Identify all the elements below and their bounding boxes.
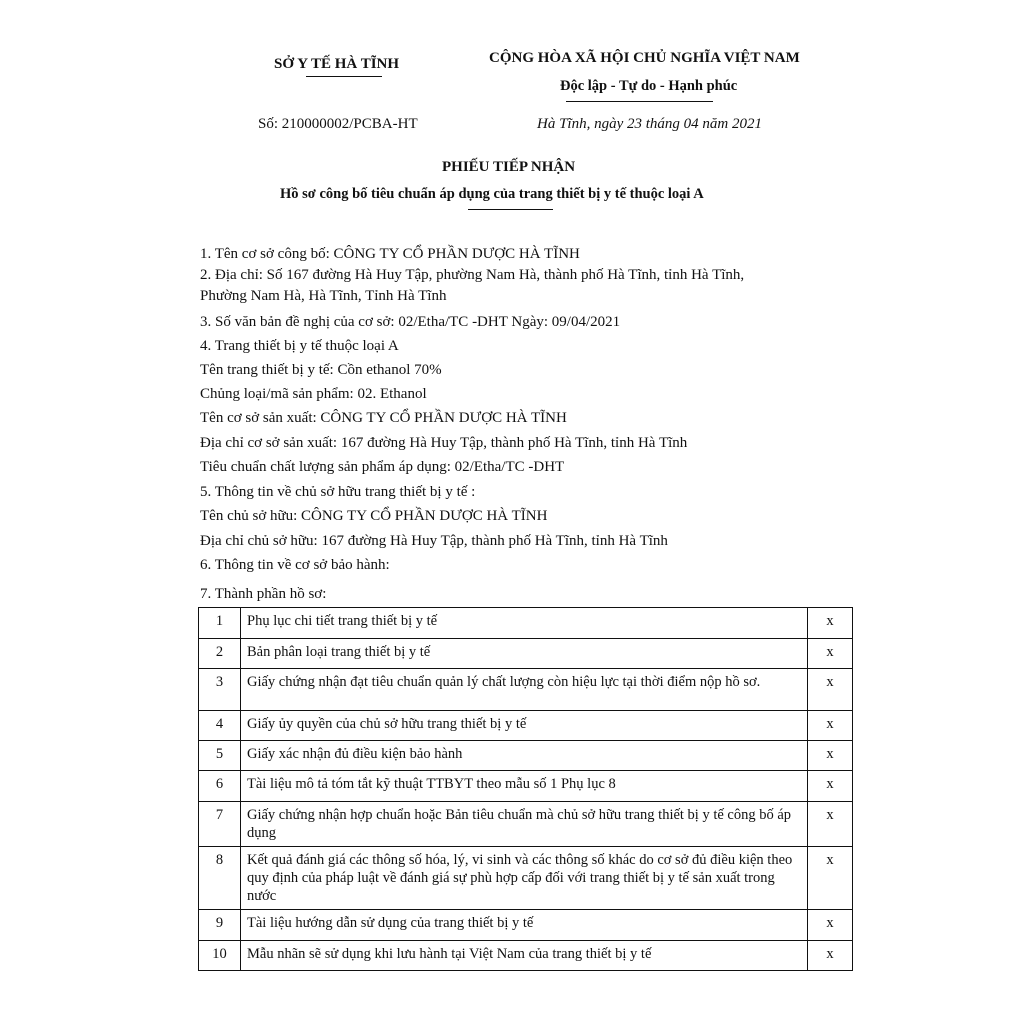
row-number: 10 xyxy=(199,941,241,971)
owner-address: Địa chỉ chủ sở hữu: 167 đường Hà Huy Tập, thành phố Hà Tĩnh, tỉnh Hà Tĩnh xyxy=(200,533,668,549)
check-mark: x xyxy=(808,711,853,741)
declarant-address-cont: Phường Nam Hà, Hà Tĩnh, Tỉnh Hà Tĩnh xyxy=(200,288,447,304)
row-number: 7 xyxy=(199,802,241,847)
product-code: Chủng loại/mã sản phẩm: 02. Ethanol xyxy=(200,386,427,402)
check-mark: x xyxy=(808,910,853,941)
document-name: Bản phân loại trang thiết bị y tế xyxy=(241,639,808,669)
subtitle-underline xyxy=(468,209,553,210)
table-row xyxy=(199,771,853,802)
country-name: CỘNG HÒA XÃ HỘI CHỦ NGHĨA VIỆT NAM xyxy=(489,50,800,66)
device-class: 4. Trang thiết bị y tế thuộc loại A xyxy=(200,338,399,354)
request-document: 3. Số văn bản đề nghị của cơ sở: 02/Etha/TC -DHT Ngày: 09/04/2021 xyxy=(200,314,621,330)
row-number: 4 xyxy=(199,711,241,741)
document-name: Giấy ủy quyền của chủ sở hữu trang thiết bị y tế xyxy=(241,711,808,741)
row-number: 1 xyxy=(199,608,241,639)
document-number: Số: 210000002/PCBA-HT xyxy=(258,116,418,132)
owner-name: Tên chủ sở hữu: CÔNG TY CỔ PHẦN DƯỢC HÀ TĨNH xyxy=(200,508,548,524)
table-row xyxy=(199,669,853,711)
document-name: Mẫu nhãn sẽ sử dụng khi lưu hành tại Việt Nam của trang thiết bị y tế xyxy=(241,941,808,971)
table-row xyxy=(199,802,853,847)
document-name: Giấy chứng nhận đạt tiêu chuẩn quản lý chất lượng còn hiệu lực tại thời điểm nộp hồ sơ. xyxy=(241,669,808,711)
table-row xyxy=(199,639,853,669)
dossier-table xyxy=(198,607,853,971)
row-number: 3 xyxy=(199,669,241,711)
table-row xyxy=(199,608,853,639)
row-number: 8 xyxy=(199,847,241,910)
check-mark: x xyxy=(808,608,853,639)
dossier-section: 7. Thành phần hồ sơ: xyxy=(200,586,327,602)
check-mark: x xyxy=(808,941,853,971)
document-name: Tài liệu hướng dẫn sử dụng của trang thiết bị y tế xyxy=(241,910,808,941)
warranty-section: 6. Thông tin về cơ sở bảo hành: xyxy=(200,557,390,573)
document-name: Tài liệu mô tả tóm tắt kỹ thuật TTBYT theo mẫu số 1 Phụ lục 8 xyxy=(241,771,808,802)
owner-section: 5. Thông tin về chủ sở hữu trang thiết bị y tế : xyxy=(200,484,476,500)
table-row xyxy=(199,741,853,771)
place-date: Hà Tĩnh, ngày 23 tháng 04 năm 2021 xyxy=(537,116,762,132)
agency-underline xyxy=(306,76,382,77)
check-mark: x xyxy=(808,639,853,669)
row-number: 6 xyxy=(199,771,241,802)
document-name: Phụ lục chi tiết trang thiết bị y tế xyxy=(241,608,808,639)
check-mark: x xyxy=(808,741,853,771)
motto-underline xyxy=(566,101,713,102)
check-mark: x xyxy=(808,802,853,847)
table-row xyxy=(199,711,853,741)
manufacturer-address: Địa chỉ cơ sở sản xuất: 167 đường Hà Huy Tập, thành phố Hà Tĩnh, tỉnh Hà Tĩnh xyxy=(200,435,688,451)
manufacturer-name: Tên cơ sở sản xuất: CÔNG TY CỔ PHẦN DƯỢC HÀ TĨNH xyxy=(200,410,567,426)
document-name: Kết quả đánh giá các thông số hóa, lý, vi sinh và các thông số khác do cơ sở đủ điều kiện theo quy định của pháp luật về đánh giá sự phù hợp cấp đối với trang thiết bị y tế sản xuất trong nước xyxy=(241,847,808,910)
check-mark: x xyxy=(808,847,853,910)
row-number: 9 xyxy=(199,910,241,941)
table-row xyxy=(199,910,853,941)
row-number: 5 xyxy=(199,741,241,771)
agency-name: SỞ Y TẾ HÀ TĨNH xyxy=(274,56,400,72)
declarant-address: 2. Địa chỉ: Số 167 đường Hà Huy Tập, phường Nam Hà, thành phố Hà Tĩnh, tỉnh Hà Tĩnh, xyxy=(200,267,745,283)
table-row xyxy=(199,847,853,910)
check-mark: x xyxy=(808,771,853,802)
page-subtitle: Hồ sơ công bố tiêu chuẩn áp dụng của trang thiết bị y tế thuộc loại A xyxy=(280,186,704,202)
declarant-name: 1. Tên cơ sở công bố: CÔNG TY CỔ PHẦN DƯỢC HÀ TĨNH xyxy=(200,246,580,262)
document-name: Giấy chứng nhận hợp chuẩn hoặc Bản tiêu chuẩn mà chủ sở hữu trang thiết bị y tế công bố áp dụng xyxy=(241,802,808,847)
check-mark: x xyxy=(808,669,853,711)
row-number: 2 xyxy=(199,639,241,669)
device-name: Tên trang thiết bị y tế: Cồn ethanol 70% xyxy=(200,362,442,378)
table-row xyxy=(199,941,853,971)
motto: Độc lập - Tự do - Hạnh phúc xyxy=(560,78,738,94)
document-name: Giấy xác nhận đủ điều kiện bảo hành xyxy=(241,741,808,771)
quality-standard: Tiêu chuẩn chất lượng sản phẩm áp dụng: 02/Etha/TC -DHT xyxy=(200,459,565,475)
page-title: PHIẾU TIẾP NHẬN xyxy=(442,159,576,175)
